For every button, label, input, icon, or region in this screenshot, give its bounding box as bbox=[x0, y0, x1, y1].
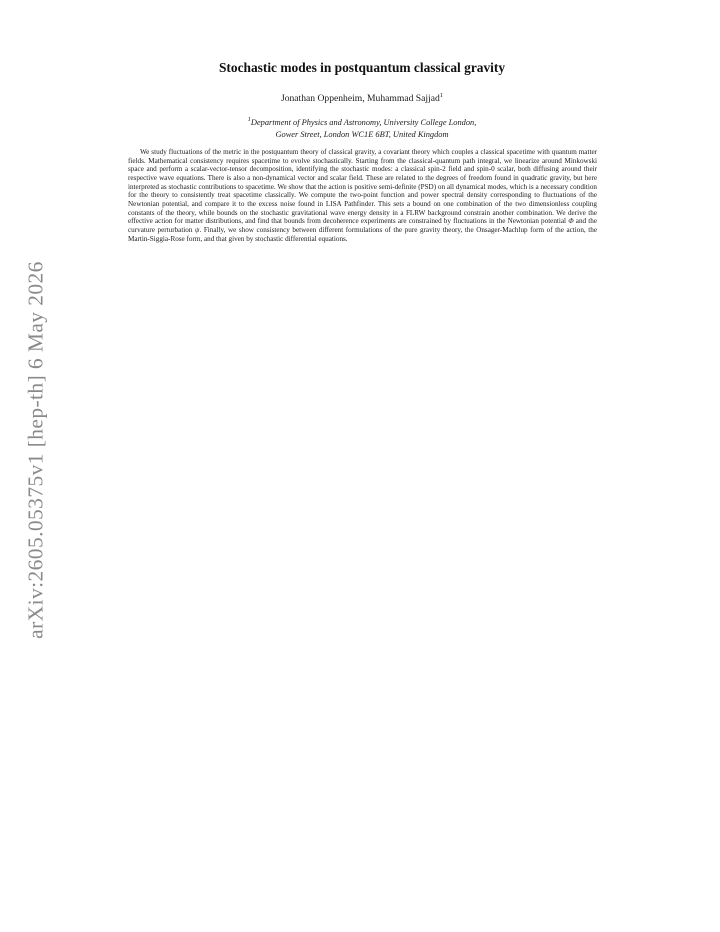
affiliation-address: Gower Street, London WC1E 6BT, United Kingdom bbox=[275, 130, 449, 140]
affiliation-department: Department of Physics and Astronomy, University College London, bbox=[250, 118, 477, 127]
abstract-text-part-1: We study fluctuations of the metric in the postquantum theory of classical gravity, a covariant theory which couples a classical spacetime with quantum matter fields. Mathematical consistency requires spacetime to evolve stochastically. Starting from the classical-quantum path integral, we linearize around Minkowski space and perform a scalar-vector-tensor decomposition, identifying the stochastic modes: a classical spin-2 field and spin-0 scalar, both diffusing around their respective wave equations. There is also a non-dynamical vector and scalar field. These are related to the degrees of freedom found in quadratic gravity, but here interpreted as stochastic contributions to spacetime. We show that the action is positive semi-definite (PSD) on all dynamical modes, which is a necessary condition for the theory to consistently treat spacetime classically. We compute the two-point function and power spectral density corresponding to fluctuations of the Newtonian potential, and compare it to the excess noise found in LISA Pathfinder. This sets a bound on one combination of the two dimensionless coupling constants of the theory, while bounds on the stochastic gravitational wave energy density in a FLRW background constrain another combination. We derive the effective action for matter distributions, and find that bounds from decoherence experiments are constrained by fluctuations in the Newtonian potential bbox=[128, 148, 597, 226]
affiliation-line-1 bbox=[0, 114, 720, 129]
curvature-perturbation-symbol: ψ bbox=[195, 225, 200, 234]
arxiv-identifier-stamp: arXiv:2605.05375v1 [hep-th] 6 May 2026 bbox=[23, 261, 48, 639]
author-list bbox=[0, 92, 720, 104]
author-affiliation-marker: 1 bbox=[439, 92, 444, 99]
abstract-text-part-2: and the curvature perturbation bbox=[128, 217, 597, 234]
paper-title: Stochastic modes in postquantum classical gravity bbox=[218, 60, 506, 75]
affiliation-marker: 1 bbox=[247, 116, 251, 123]
abstract bbox=[128, 148, 597, 243]
affiliation bbox=[0, 114, 720, 142]
newtonian-potential-symbol: Φ bbox=[568, 217, 574, 226]
abstract-text-part-3: . Finally, we show consistency between different formulations of the pure gravity theory, the Onsager-Machlup form of the action, the Martin-Siggia-Rose form, and that given by stochastic differential equations. bbox=[128, 225, 597, 243]
author-names: Jonathan Oppenheim, Muhammad Sajjad bbox=[280, 93, 440, 104]
